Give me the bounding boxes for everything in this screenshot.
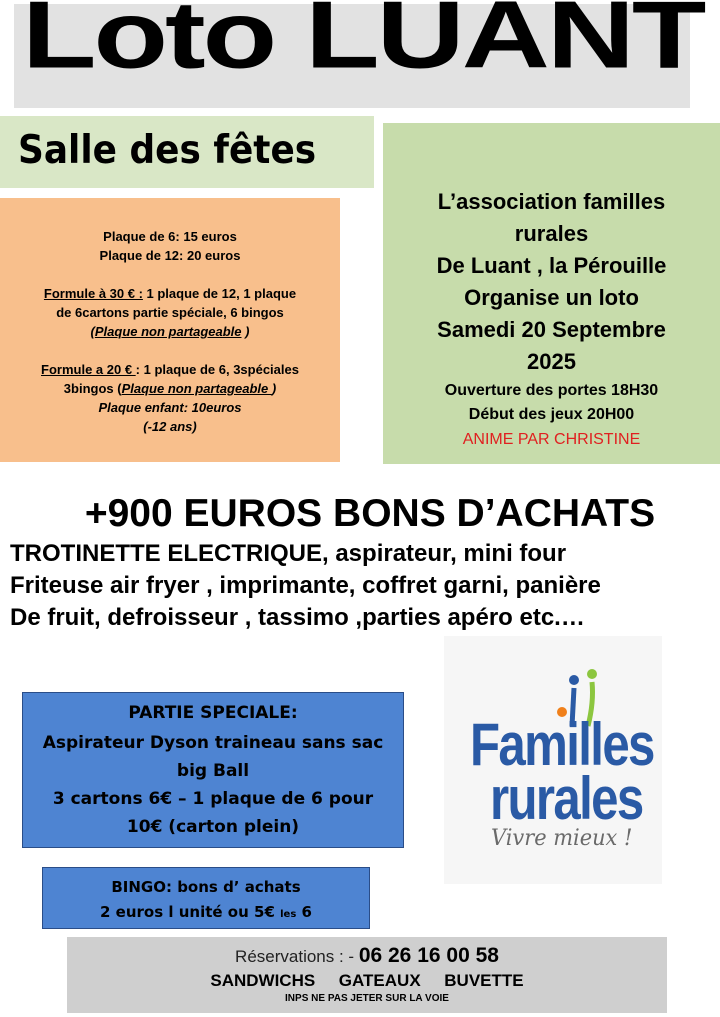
prize-line-1: TROTINETTE ELECTRIQUE, aspirateur, mini four [10, 540, 567, 567]
bingo-line-2 [42, 903, 370, 921]
child-age: (-12 ans) [143, 419, 197, 434]
logo-word-familles: Familles [470, 711, 654, 778]
formula-20-note: Plaque non partageable [121, 381, 272, 396]
logo-head-green [587, 669, 597, 679]
bingo-line-1: BINGO: bons d’ achats [111, 878, 301, 896]
special-line-4: 10€ (carton plein) [126, 817, 300, 837]
assoc-line-2: rurales [514, 221, 589, 246]
event-year: 2025 [527, 349, 576, 374]
assoc-line-1: L’association familles [437, 189, 666, 214]
special-line-2: big Ball [176, 761, 250, 781]
refreshments-line: SANDWICHS GATEAUX BUVETTE [210, 971, 524, 990]
formula-20-bingos: 3bingos ( [63, 381, 122, 396]
title-banner [14, 0, 704, 108]
formula-20-text: : 1 plaque de 6, 3spéciales [135, 362, 299, 377]
bingo-les: les [280, 909, 297, 920]
doors-time: Ouverture des portes 18H30 [444, 382, 659, 399]
animator-line: ANIME PAR CHRISTINE [462, 431, 641, 448]
price-plate-6: Plaque de 6: 15 euros [103, 229, 237, 244]
reservations-line [67, 944, 667, 968]
logo-tagline: Vivre mieux ! [491, 826, 633, 851]
assoc-line-3: De Luant , la Pérouille [436, 253, 667, 278]
child-plate: Plaque enfant: 10euros [98, 400, 242, 415]
special-title: PARTIE SPECIALE: [128, 703, 298, 723]
formula-30-note: Plaque non partageable [94, 324, 242, 339]
logo-head-blue [569, 675, 579, 685]
formula-20-line2: 3bingos (Plaque non partageable ) [63, 381, 277, 396]
assoc-line-4: Organise un loto [464, 285, 639, 310]
formula-30-note-line: (Plaque non partageable ) [90, 324, 250, 339]
games-start-time: Début des jeux 20H00 [468, 406, 635, 423]
prize-line-3: De fruit, defroisseur , tassimo ,parties apéro etc.… [10, 604, 585, 631]
reservations-label: Réservations : - [235, 947, 359, 966]
special-line-1: Aspirateur Dyson traineau sans sac [42, 733, 384, 753]
bingo-count: 6 [296, 903, 312, 921]
formula-30-label: Formule à 30 € : [43, 286, 143, 301]
special-line-3: 3 cartons 6€ – 1 plaque de 6 pour [52, 789, 374, 809]
poster-title: Loto LUANT [22, 0, 704, 88]
formula-30-line2: de 6cartons partie spéciale, 6 bingos [56, 305, 284, 320]
formula-20-label: Formule a 20 € [41, 362, 136, 377]
formula-30-text: 1 plaque de 12, 1 plaque [142, 286, 297, 301]
formula-30 [0, 284, 340, 303]
formula-20 [0, 360, 340, 379]
event-date: Samedi 20 Septembre [437, 317, 666, 342]
headline-prizes: +900 EUROS BONS D’ACHATS [84, 492, 656, 535]
bingo-price: 2 euros l unité ou 5€ [100, 903, 281, 921]
logo-word-rurales: rurales [490, 765, 643, 832]
prize-line-2: Friteuse air fryer , imprimante, coffret garni, panière [10, 572, 601, 599]
price-plate-12: Plaque de 12: 20 euros [99, 248, 241, 263]
litter-notice: INPS NE PAS JETER SUR LA VOIE [285, 993, 449, 1004]
venue-name: Salle des fêtes [18, 128, 317, 173]
phone-number: 06 26 16 00 58 [358, 944, 499, 967]
